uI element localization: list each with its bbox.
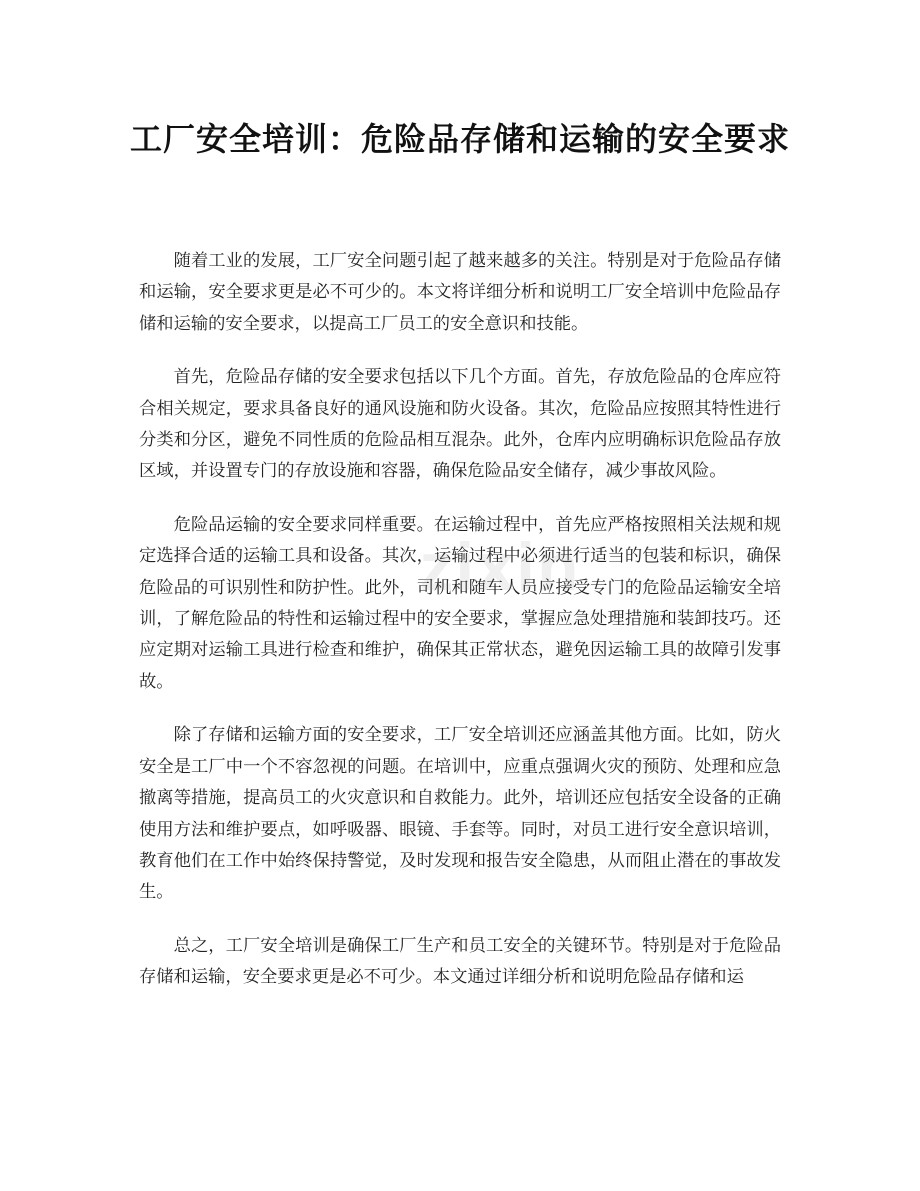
paragraph-storage: 首先，危险品存储的安全要求包括以下几个方面。首先，存放危险品的仓库应符合相关规定，要求具备良好的通风设施和防火设备。其次，危险品应按照其特性进行分类和分区，避免不同性质的危险品相互混杂。此外，仓库内应明确标识危险品存放区域，并设置专门的存放设施和容器，确保危险品安全储存，减少事故风险。 (139, 367, 781, 482)
paragraph-other-aspects: 除了存储和运输方面的安全要求，工厂安全培训还应涵盖其他方面。比如，防火安全是工厂中一个不容忽视的问题。在培训中，应重点强调火灾的预防、处理和应急撤离等措施，提高员工的火灾意识和自救能力。此外，培训还应包括安全设备的正确使用方法和维护要点，如呼吸器、眼镜、手套等。同时，对员工进行安全意识培训，教育他们在工作中始终保持警觉，及时发现和报告安全隐患，从而阻止潜在的事故发生。 (139, 725, 781, 903)
document-title: 工厂安全培训：危险品存储和运输的安全要求 (130, 120, 791, 158)
watermark: zixin (419, 529, 581, 605)
document-body (139, 246, 781, 1016)
paragraph-intro: 随着工业的发展，工厂安全问题引起了越来越多的关注。特别是对于危险品存储和运输，安全要求更是必不可少的。本文将详细分析和说明工厂安全培训中危险品存储和运输的安全要求，以提高工厂员工的安全意识和技能。 (139, 251, 781, 334)
paragraph-conclusion: 总之，工厂安全培训是确保工厂生产和员工安全的关键环节。特别是对于危险品存储和运输，安全要求更是必不可少。本文通过详细分析和说明危险品存储和运 (139, 935, 781, 988)
paragraph-transport: 危险品运输的安全要求同样重要。在运输过程中，首先应严格按照相关法规和规定选择合适的运输工具和设备。其次，运输过程中必须进行适当的包装和标识，确保危险品的可识别性和防护性。此外，司机和随车人员应接受专门的危险品运输安全培训，了解危险品的特性和运输过程中的安全要求，掌握应急处理措施和装卸技巧。还应定期对运输工具进行检查和维护，确保其正常状态，避免因运输工具的故障引发事故。 (139, 514, 781, 692)
